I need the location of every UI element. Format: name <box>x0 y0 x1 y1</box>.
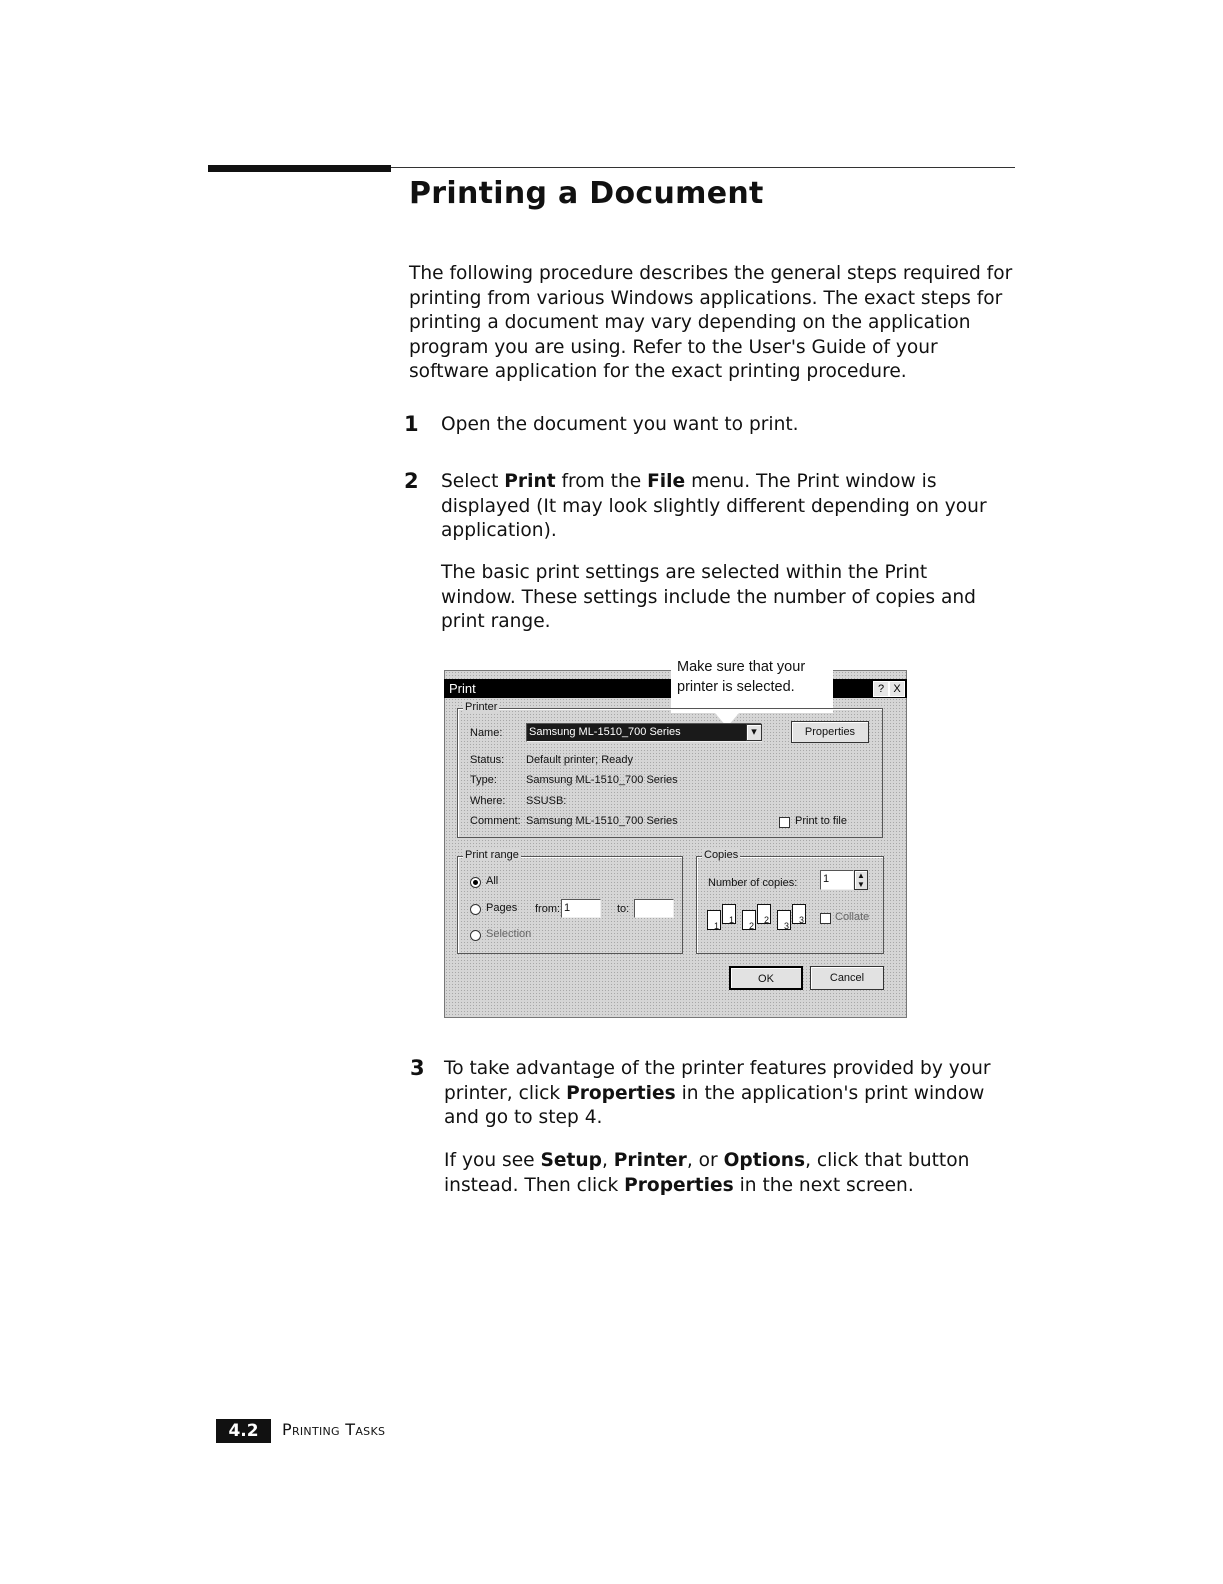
titlebar-controls <box>833 679 907 698</box>
copies-group-label: Copies <box>704 849 739 861</box>
collate-label: Collate <box>835 911 870 923</box>
name-label: Name: <box>470 727 503 739</box>
cancel-button[interactable]: Cancel <box>810 966 884 990</box>
step-note: If you see Setup, Printer, or Options, click that button instead. Then click Properties in the next screen. <box>444 1150 970 1196</box>
collate-page-icon: 3 <box>777 910 791 930</box>
collate-page-icon: 1 <box>707 910 721 930</box>
print-to-file-label: Print to file <box>795 815 847 827</box>
step-text: To take advantage of the printer features provided by your printer, click Properties in the application's print window and go to step 4. <box>444 1058 991 1128</box>
status-label: Status: <box>470 754 505 766</box>
range-pages-radio[interactable] <box>470 904 481 915</box>
type-value: Samsung ML-1510_700 Series <box>526 774 678 786</box>
comment-value: Samsung ML-1510_700 Series <box>526 815 678 827</box>
dialog-title: Print <box>449 681 476 696</box>
help-button[interactable]: ? <box>873 681 889 697</box>
close-button[interactable]: X <box>889 681 905 697</box>
range-selection-label: Selection <box>486 928 532 940</box>
collate-checkbox[interactable] <box>820 913 831 924</box>
printer-group-label: Printer <box>465 701 498 713</box>
range-pages-label: Pages <box>486 902 518 914</box>
printer-name-select[interactable]: Samsung ML-1510_700 Series <box>526 723 762 742</box>
type-label: Type: <box>470 774 497 786</box>
header-rule-thin <box>391 167 1015 168</box>
intro-paragraph: The following procedure describes the general steps required for printing from various Windows applications. The exact steps for printing a document may vary depending on the application program you are using. Refer to the User's Guide of your software application for the exact printing procedure. <box>409 263 1013 382</box>
callout-note: Make sure that your printer is selected. <box>671 655 833 713</box>
status-value: Default printer; Ready <box>526 754 633 766</box>
step-text: Select Print from the File menu. The Print window is displayed (It may look slightly different depending on your application). <box>441 471 987 541</box>
dialog-titlebar <box>444 679 671 698</box>
step-number: 1 <box>404 412 419 436</box>
collate-page-icon: 3 <box>792 904 806 924</box>
step-text: Open the document you want to print. <box>441 414 799 435</box>
header-rule-thick <box>208 165 391 172</box>
collate-page-icon: 1 <box>722 904 736 924</box>
range-all-radio[interactable] <box>470 877 481 888</box>
properties-button[interactable]: Properties <box>791 721 869 743</box>
collate-page-icon: 2 <box>742 910 756 930</box>
where-label: Where: <box>470 795 506 807</box>
footer-section-title: Printing Tasks <box>282 1420 386 1439</box>
comment-label: Comment: <box>470 815 521 827</box>
step-note: The basic print settings are selected within the Print window. These settings include the number of copies and print range. <box>441 562 976 632</box>
print-to-file-checkbox[interactable] <box>779 817 790 828</box>
copies-label: Number of copies: <box>708 877 798 889</box>
copies-spinner-icon[interactable]: ▲ ▼ <box>854 870 868 890</box>
range-selection-radio[interactable] <box>470 930 481 941</box>
step-number: 3 <box>410 1056 425 1080</box>
page-title: Printing a Document <box>409 176 764 211</box>
print-range-label: Print range <box>465 849 519 861</box>
range-to-input[interactable] <box>634 899 674 918</box>
chevron-down-icon[interactable]: ▾ <box>746 724 762 741</box>
range-to-label: to: <box>617 903 630 915</box>
range-all-label: All <box>486 875 499 887</box>
ok-button[interactable]: OK <box>729 966 803 990</box>
copies-input[interactable]: 1 <box>820 870 854 890</box>
where-value: SSUSB: <box>526 795 567 807</box>
range-from-label: from: <box>535 903 561 915</box>
page-number-badge: 4.2 <box>216 1419 271 1443</box>
collate-page-icon: 2 <box>757 904 771 924</box>
range-from-input[interactable]: 1 <box>561 899 601 918</box>
step-number: 2 <box>404 469 419 493</box>
